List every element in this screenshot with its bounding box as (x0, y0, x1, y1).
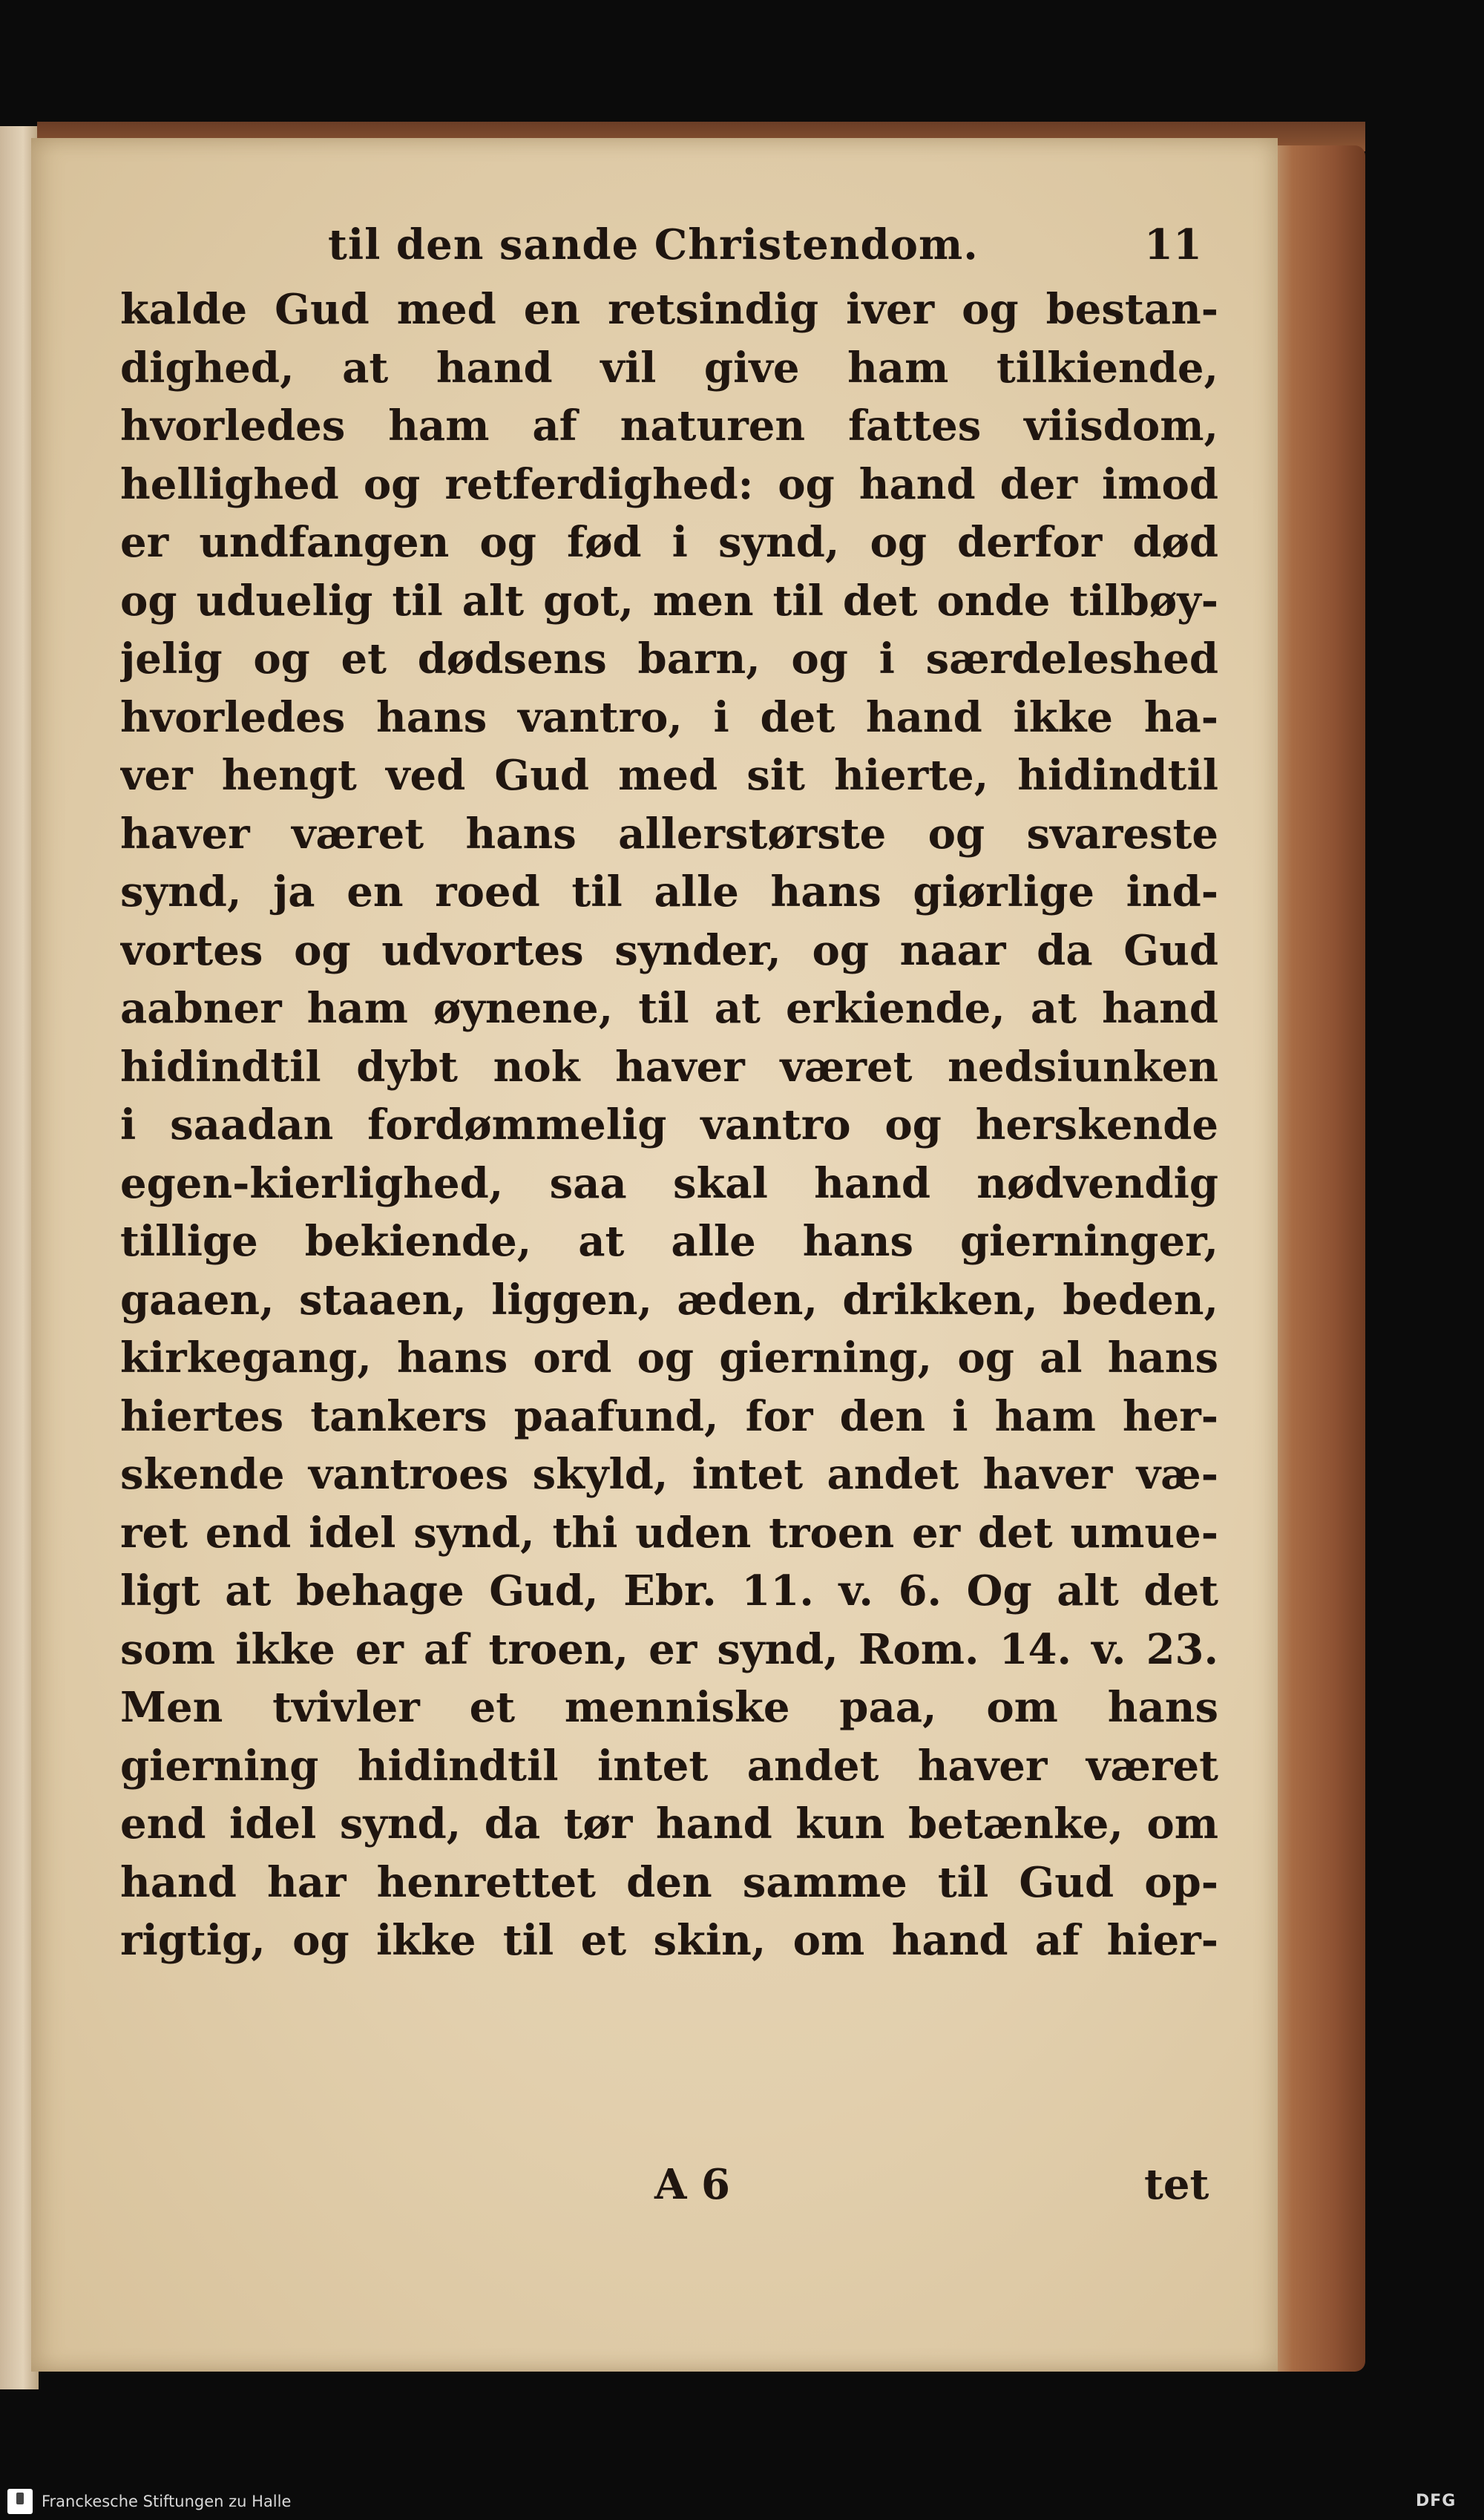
text-line: dighed, at hand vil give ham tilkiende, (120, 343, 1218, 393)
institution-logo-icon (7, 2489, 33, 2514)
text-line: hvorledes hans vantro, i det hand ikke ha- (120, 692, 1218, 742)
text-line: end idel synd, da tør hand kun betænke, om (120, 1799, 1218, 1848)
text-line: hvorledes ham af naturen fattes viisdom, (120, 401, 1218, 450)
text-line: tillige bekiende, at alle hans gierninger, (120, 1217, 1218, 1266)
text-line: Men tvivler et menniske paa, om hans (120, 1683, 1218, 1732)
catchword: tet (1144, 2160, 1209, 2209)
text-line: hand har henrettet den samme til Gud op- (120, 1857, 1218, 1907)
text-line: ret end idel synd, thi uden troen er det umue- (120, 1508, 1218, 1558)
text-line: kirkegang, hans ord og gierning, og al hans (120, 1333, 1218, 1382)
text-line: kalde Gud med en retsindig iver og bestan- (120, 285, 1218, 334)
text-line: rigtig, og ikke til et skin, om hand af hier- (120, 1916, 1218, 1965)
text-line: haver været hans allerstørste og svareste (120, 809, 1218, 859)
text-line: aabner ham øynene, til at erkiende, at hand (120, 984, 1218, 1033)
text-line: skende vantroes skyld, intet andet haver væ- (120, 1450, 1218, 1499)
text-line: ver hengt ved Gud med sit hierte, hidindtil (120, 751, 1218, 800)
text-line: egen-kierlighed, saa skal hand nødvendig (120, 1158, 1218, 1208)
page-foot (120, 2153, 1218, 2216)
body-text (120, 280, 1218, 1970)
text-line: hiertes tankers paafund, for den i ham her- (120, 1391, 1218, 1441)
text-line: og uduelig til alt got, men til det onde tilbøy- (120, 576, 1218, 626)
provider-label: DFG (1416, 2492, 1457, 2510)
text-line: hidindtil dybt nok haver været nedsiunken (120, 1042, 1218, 1092)
running-title: til den sande Christendom. (328, 220, 979, 269)
running-head (31, 215, 1248, 275)
text-line: vortes og udvortes synder, og naar da Gud (120, 925, 1218, 975)
page-number: 11 (1144, 220, 1202, 269)
book-page (31, 138, 1278, 2372)
text-line: i saadan fordømmelig vantro og herskende (120, 1100, 1218, 1149)
signature-mark: A 6 (654, 2160, 730, 2209)
text-line: synd, ja en roed til alle hans giørlige ind- (120, 867, 1218, 916)
text-line: som ikke er af troen, er synd, Rom. 14. v. 23. (120, 1624, 1218, 1674)
text-line: er undfangen og fød i synd, og derfor død (120, 518, 1218, 567)
text-line: gaaen, staaen, liggen, æden, drikken, beden, (120, 1275, 1218, 1325)
text-line: jelig og et dødsens barn, og i særdeleshed (120, 634, 1218, 683)
viewer-footer (0, 2483, 1484, 2520)
text-line: gierning hidindtil intet andet haver været (120, 1741, 1218, 1791)
institution-name: Franckesche Stiftungen zu Halle (42, 2493, 292, 2510)
text-line: ligt at behage Gud, Ebr. 11. v. 6. Og alt det (120, 1566, 1218, 1615)
text-line: hellighed og retferdighed: og hand der imod (120, 459, 1218, 509)
